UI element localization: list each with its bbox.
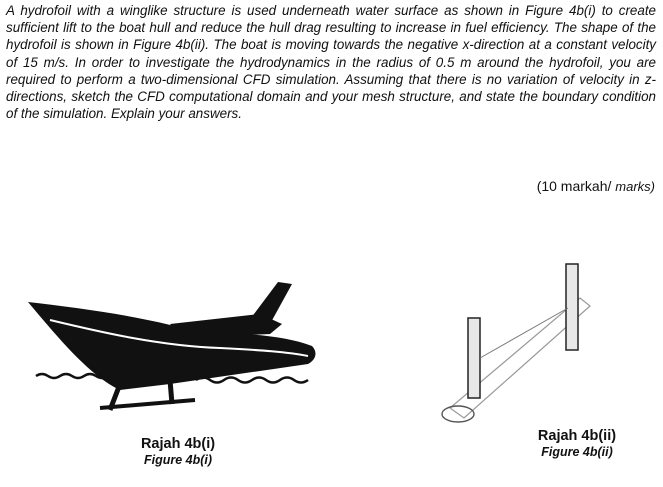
foil-centerline [480, 308, 568, 358]
figure1-caption-en: Figure 4b(i) [143, 453, 213, 467]
front-strut [468, 318, 480, 398]
figure2-caption [512, 428, 642, 460]
figure2-caption-en: Figure 4b(ii) [541, 445, 613, 459]
marks-label [537, 178, 655, 194]
marks-value: (10 markah/ [536, 178, 612, 194]
boat-hydrofoil-figure [20, 272, 350, 422]
figure2-caption-ms: Rajah 4b(ii) [537, 428, 617, 444]
question-text: A hydrofoil with a winglike structure is used underneath water surface as shown in Figure 4b(i) to create sufficient lift to the boat hull and reduce the hull drag resulting to increase in fuel efficiency. The shape of the hydrofoil is shown in Figure 4b(ii). The boat is moving towards the negative x-direction at a constant velocity of 15 m/s. In order to investigate the hydrodynamics in the radius of 0.5 m around the hydrofoil, you are required to perform a two-dimensional CFD simulation. Assuming that there is no variation of velocity in z-directions, sketch the CFD computational domain and your mesh structure, and state the boundary condition of the simulation. Explain your answers. [6, 3, 656, 122]
rear-strut [566, 264, 578, 350]
marks-english: marks) [615, 179, 655, 194]
figure1-caption-ms: Rajah 4b(i) [140, 436, 216, 452]
figure1-caption [108, 436, 248, 468]
